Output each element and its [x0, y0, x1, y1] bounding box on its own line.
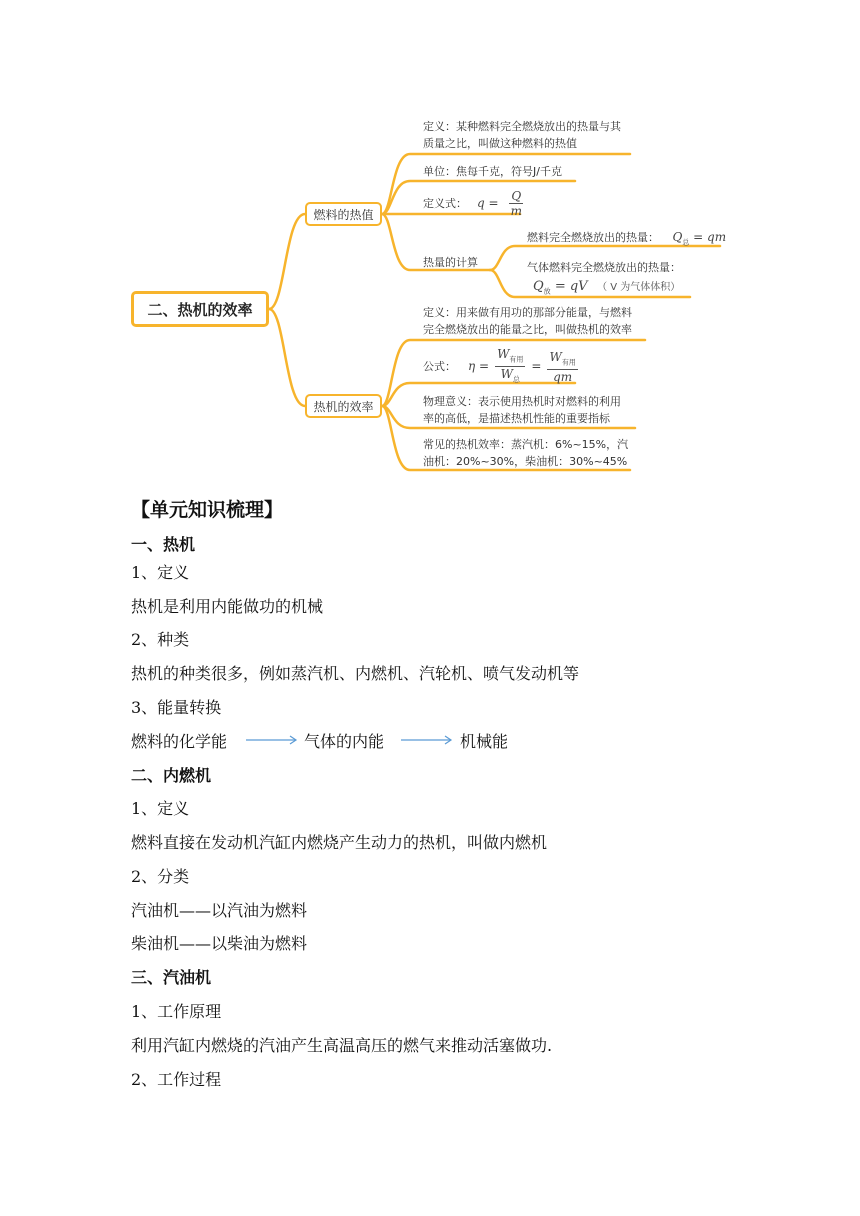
item-diesel-engine: 柴油机——以柴油为燃料 — [131, 934, 308, 953]
energy-mechanical: 机械能 — [460, 732, 509, 751]
efficiency-definition: 定义：用来做有用功的那部分能量，与燃料 完全燃烧放出的能量之比，叫做热机的效率 — [423, 306, 632, 336]
subheading-working-principle: 1、工作原理 — [131, 1002, 222, 1021]
subheading-definition: 1、定义 — [131, 563, 190, 582]
efficiency-formula: 公式： η = $\frac{W_{有用}}{W_总}$ = $\frac{W_{有用}}{qm}$ — [423, 347, 576, 385]
section-title: 【单元知识梳理】 — [131, 499, 284, 521]
subheading-definition-2: 1、定义 — [131, 799, 190, 818]
solid-fuel-heat: 燃料完全燃烧放出的热量： $Q_总$ = qm — [527, 230, 727, 247]
heat-value-formula: 定义式： q = $\frac{Q}{m}$ — [423, 189, 522, 218]
heading-heat-engine: 一、热机 — [131, 535, 196, 554]
energy-chemical: 燃料的化学能 — [131, 732, 228, 751]
arrow-right-icon — [246, 733, 298, 747]
paragraph-working-principle: 利用汽缸内燃烧的汽油产生高温高压的燃气来推动活塞做功. — [131, 1036, 553, 1055]
heat-value-definition: 定义：某种燃料完全燃烧放出的热量与其 质量之比，叫做这种燃料的热值 — [423, 120, 621, 150]
subheading-working-process: 2、工作过程 — [131, 1070, 222, 1089]
branch-engine-efficiency: 热机的效率 — [305, 394, 382, 418]
gas-fuel-heat: 气体燃料完全燃烧放出的热量： $Q_放$ = qV （ V 为气体体积） — [527, 261, 681, 296]
paragraph-types: 热机的种类很多，例如蒸汽机、内燃机、汽轮机、喷气发动机等 — [131, 664, 580, 683]
arrow-right-icon — [401, 733, 453, 747]
heat-value-unit: 单位：焦每千克，符号J/千克 — [423, 165, 562, 178]
heat-calc-label: 热量的计算 — [423, 256, 478, 269]
subheading-types: 2、种类 — [131, 630, 190, 649]
heading-internal-combustion: 二、内燃机 — [131, 766, 212, 785]
mind-map-root: 二、热机的效率 — [131, 291, 269, 327]
subheading-classification: 2、分类 — [131, 867, 190, 886]
energy-internal: 气体的内能 — [304, 732, 385, 751]
paragraph-definition-2: 燃料直接在发动机汽缸内燃烧产生动力的热机，叫做内燃机 — [131, 833, 548, 852]
heading-gasoline-engine: 三、汽油机 — [131, 968, 212, 987]
item-gasoline-engine: 汽油机——以汽油为燃料 — [131, 901, 308, 920]
paragraph-definition: 热机是利用内能做功的机械 — [131, 597, 324, 616]
mind-map — [0, 0, 860, 480]
common-efficiencies: 常见的热机效率：蒸汽机：6%~15%，汽 油机：20%~30%，柴油机：30%~45% — [423, 438, 629, 468]
subheading-energy-conversion: 3、能量转换 — [131, 698, 222, 717]
branch-heat-value: 燃料的热值 — [305, 202, 382, 226]
efficiency-meaning: 物理意义：表示使用热机时对燃料的利用 率的高低，是描述热机性能的重要指标 — [423, 395, 621, 425]
